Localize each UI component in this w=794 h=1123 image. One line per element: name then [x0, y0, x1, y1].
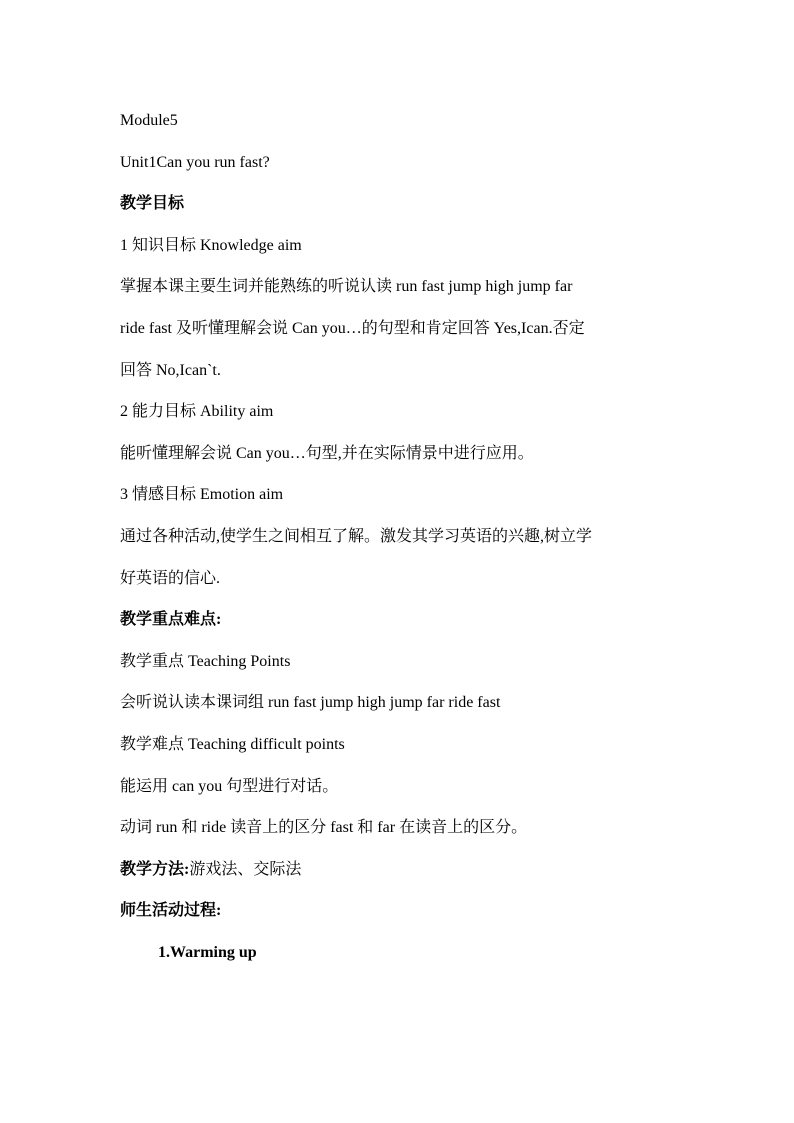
- difficult-points-text-2: 动词 run 和 ride 读音上的区分 fast 和 far 在读音上的区分。: [120, 819, 528, 837]
- teaching-methods: [120, 849, 680, 891]
- teaching-methods-value: 游戏法、交际法: [189, 860, 302, 878]
- module-title: Module5: [120, 112, 178, 129]
- warming-up-step: 1.Warming up: [158, 943, 257, 961]
- unit-title: Unit1Can you run fast?: [120, 153, 270, 171]
- knowledge-aim-heading: 1 知识目标 Knowledge aim: [120, 236, 302, 254]
- activity-process-heading: 师生活动过程:: [120, 902, 222, 920]
- key-difficult-points-heading: 教学重点难点:: [120, 611, 222, 629]
- difficult-points-heading: 教学难点 Teaching difficult points: [120, 735, 345, 753]
- ability-aim-heading: 2 能力目标 Ability aim: [120, 403, 274, 421]
- teaching-points-text: 会听说认读本课词组 run fast jump high jump far ride fast: [120, 694, 501, 712]
- difficult-points-text-1: 能运用 can you 句型进行对话。: [120, 777, 339, 795]
- emotion-aim-line-1: 通过各种活动,使学生之间相互了解。激发其学习英语的兴趣,树立学: [120, 527, 593, 545]
- teaching-objectives-heading: 教学目标: [120, 195, 185, 213]
- emotion-aim-line-2: 好英语的信心.: [120, 569, 221, 587]
- teaching-methods-label: 教学方法:: [120, 860, 190, 878]
- document-page: [120, 100, 680, 973]
- ability-aim-text: 能听懂理解会说 Can you…句型,并在实际情景中进行应用。: [120, 444, 534, 462]
- knowledge-aim-line-3: 回答 No,Ican`t.: [120, 361, 221, 379]
- knowledge-aim-line-2: ride fast 及听懂理解会说 Can you…的句型和肯定回答 Yes,Ican.否定: [120, 319, 585, 337]
- knowledge-aim-line-1: 掌握本课主要生词并能熟练的听说认读 run fast jump high jump far: [120, 278, 573, 296]
- emotion-aim-heading: 3 情感目标 Emotion aim: [120, 486, 284, 504]
- teaching-points-heading: 教学重点 Teaching Points: [120, 652, 291, 670]
